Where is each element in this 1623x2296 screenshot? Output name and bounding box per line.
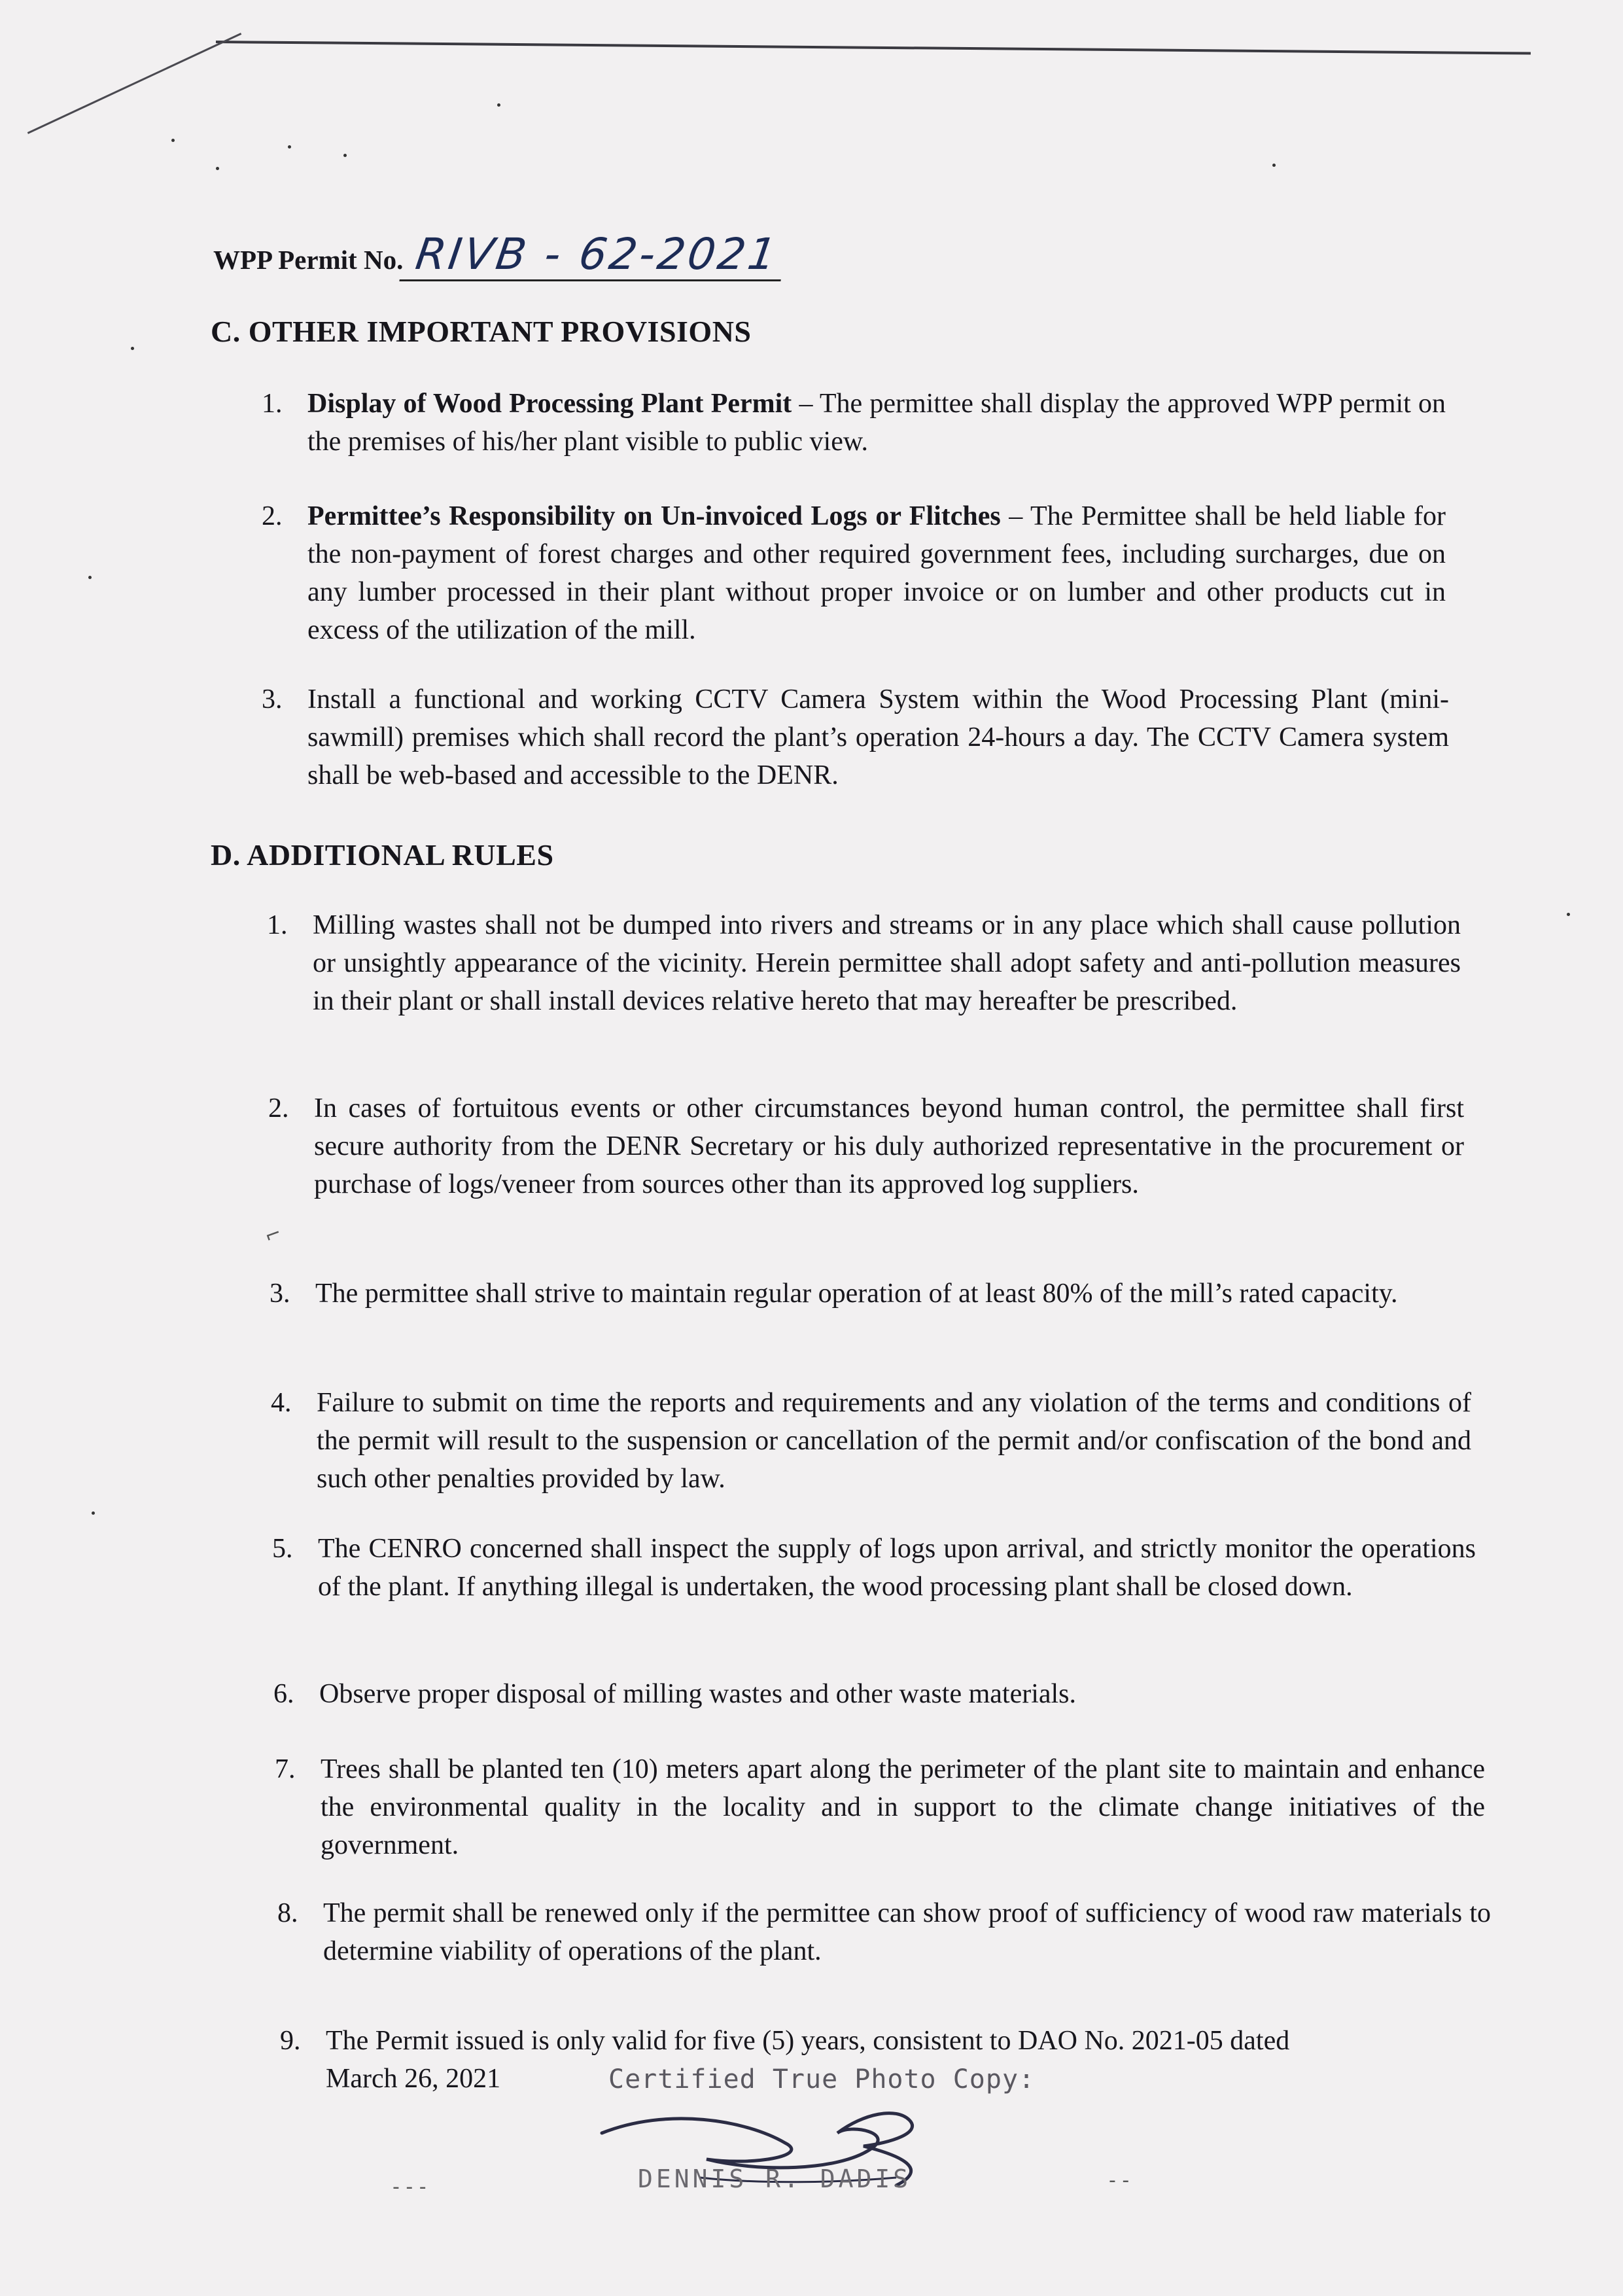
scan-speck [88,576,92,579]
item-number: 4. [271,1388,292,1418]
signatory-name: DENNIS R. DADIS [638,2164,912,2193]
scan-mark: ‐ ‐ [1109,2169,1130,2192]
rule-item [270,1275,1468,1313]
item-number: 1. [267,910,288,940]
item-number: 1. [262,389,283,419]
provision-title: Permittee’s Responsibility on Un-invoiced Logs or Flitches [307,501,1001,531]
rule-item [277,1894,1491,1970]
scan-speck [131,347,134,350]
rule-text: In cases of fortuitous events or other circumstances beyond human control, the permittee shall first secure authority from the DENR Secretary or his duly authorized representative in the procurement or purchase of logs/veneer from sources other than its approved log suppliers. [314,1093,1464,1199]
item-number: 3. [270,1279,290,1309]
rule-item [268,1089,1464,1203]
section-c-heading: C. OTHER IMPORTANT PROVISIONS [211,315,752,348]
provision-title: Display of Wood Processing Plant Permit [307,389,792,419]
scan-speck [92,1511,95,1515]
provision-text: – The permittee shall display the approved WPP permit on the premises of his/her plant visible to public view. [307,389,1446,457]
item-number: 3. [262,684,283,715]
item-number: 2. [262,501,283,531]
permit-number-line [213,229,785,281]
page-fold-edge [216,41,1531,55]
provision-text: Install a functional and working CCTV Camera System within the Wood Processing Plant (mini-sawmill) premises which shall record the plant’s operation 24-hours a day. The CCTV Camera system shall be web-based and accessible to the DENR. [307,684,1449,790]
rule-item [275,1750,1485,1864]
rule-item [267,906,1461,1020]
provision-text: – The Permittee shall be held liable for the non-payment of forest charges and other required government fees, including surcharges, due on any lumber processed in their plant without proper invoice or on lumber and other products cut in excess of the utilization of the mill. [307,501,1446,645]
provision-item [262,385,1446,461]
page-fold-corner [27,33,242,134]
scan-speck [497,103,500,107]
scan-speck [343,154,347,157]
scan-mark: ⌐ [261,1221,285,1249]
rule-item [273,1675,1480,1713]
rule-text: Observe proper disposal of milling wastes and other waste materials. [319,1679,1077,1709]
permit-label: WPP Permit No. [213,245,404,275]
provision-item [262,680,1449,794]
item-number: 9. [280,2026,301,2056]
permit-number-handwritten: RIVB - 62-2021 [400,229,789,281]
scan-speck [1272,164,1276,167]
rule-item [271,1384,1471,1498]
rule-text: The Permit issued is only valid for five (5) years, consistent to DAO No. 2021-05 dated March 26, 2021 [326,2026,1290,2094]
item-number: 8. [277,1898,298,1928]
scan-speck [1567,913,1570,916]
rule-text: The CENRO concerned shall inspect the supply of logs upon arrival, and strictly monitor the operations of the plant. If anything illegal is undertaken, the wood processing plant shall be closed down. [318,1534,1476,1602]
item-number: 2. [268,1093,289,1123]
section-d-heading: D. ADDITIONAL RULES [211,838,554,872]
scan-speck [216,167,219,170]
rule-text: Trees shall be planted ten (10) meters apart along the perimeter of the plant site to maintain and enhance the environmental quality in the locality and in support to the climate change initiatives of the government. [321,1754,1485,1860]
item-number: 7. [275,1754,296,1784]
rule-text: The permit shall be renewed only if the permittee can show proof of sufficiency of wood raw materials to determine viability of operations of the plant. [323,1898,1491,1966]
rule-text: The permittee shall strive to maintain regular operation of at least 80% of the mill’s rated capacity. [315,1279,1398,1309]
item-number: 6. [273,1679,294,1709]
item-number: 5. [272,1534,293,1564]
rule-text: Milling wastes shall not be dumped into rivers and streams or in any place which shall cause pollution or unsightly appearance of the vicinity. Herein permittee shall adopt safety and anti-pollution measures in their plant or shall install devices relative hereto that may hereafter be prescribed. [313,910,1461,1016]
scan-speck [288,145,291,149]
rule-item [272,1530,1476,1606]
scan-mark: ‐ ‐ ‐ [393,2176,427,2199]
certified-true-copy-stamp: Certified True Photo Copy: [608,2064,1036,2094]
rule-text: Failure to submit on time the reports and requirements and any violation of the terms and conditions of the permit will result to the suspension or cancellation of the permit and/or confiscation of the bond and such other penalties provided by law. [317,1388,1471,1494]
provision-item [262,497,1446,649]
scan-speck [171,139,175,142]
